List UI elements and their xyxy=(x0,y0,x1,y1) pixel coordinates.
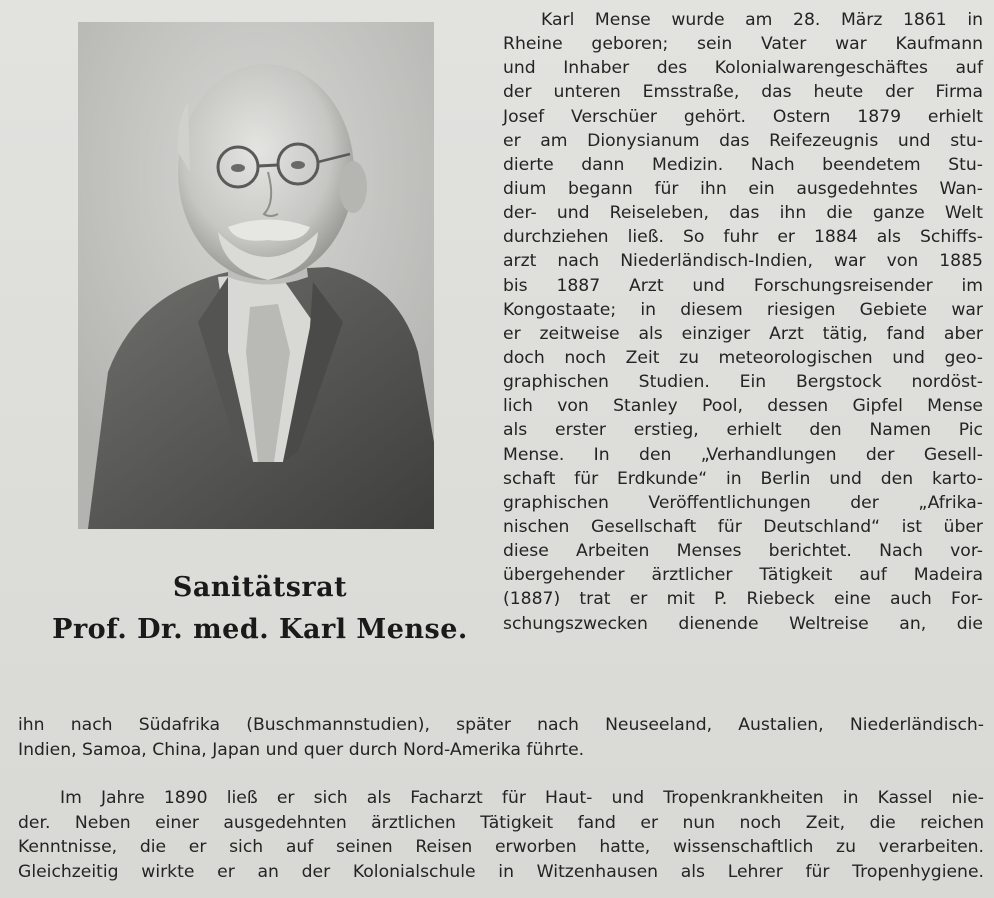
text-line: Im Jahre 1890 ließ er sich als Facharzt für Haut- und Tropenkrankheiten in Kassel nie- xyxy=(60,788,984,808)
text-line: Josef Verschüer gehört. Ostern 1879 erhielt xyxy=(503,106,983,127)
text-line: er am Dionysianum das Reifezeugnis und stu- xyxy=(503,130,983,151)
text-line: graphischen Studien. Ein Bergstock nordöst- xyxy=(503,372,983,393)
caption-name: Prof. Dr. med. Karl Mense. xyxy=(52,614,468,645)
text-line: der. Neben einer ausgedehnten ärztlichen Tätigkeit fand er nun noch Zeit, die reichen xyxy=(18,812,984,833)
text-line: arzt nach Niederländisch-Indien, war von 1885 xyxy=(503,251,983,272)
text-line: Gleichzeitig wirkte er an der Kolonialschule in Witzenhausen als Lehrer für Tropenhygiene. xyxy=(18,861,984,882)
portrait-photo xyxy=(78,22,434,529)
text-line: der unteren Emsstraße, das heute der Firma xyxy=(503,82,983,103)
text-line: doch noch Zeit zu meteorologischen und geo- xyxy=(503,347,983,368)
text-line: diese Arbeiten Menses berichtet. Nach vor- xyxy=(503,541,983,562)
text-line: als erster erstieg, erhielt den Namen Pic xyxy=(503,420,983,441)
portrait-caption xyxy=(40,568,480,652)
text-line: und Inhaber des Kolonialwarengeschäftes auf xyxy=(503,58,983,79)
text-line: lich von Stanley Pool, dessen Gipfel Mense xyxy=(503,396,983,417)
text-line: übergehender ärztlicher Tätigkeit auf Madeira xyxy=(503,565,983,586)
text-line: Karl Mense wurde am 28. März 1861 in xyxy=(541,10,983,30)
text-line: Kongostaate; in diesem riesigen Gebiete war xyxy=(503,299,983,320)
text-line: nischen Gesellschaft für Deutschland“ ist über xyxy=(503,516,983,537)
text-line: schaft für Erdkunde“ in Berlin und den karto- xyxy=(503,468,983,489)
text-line: Mense. In den „Verhandlungen der Gesell- xyxy=(503,444,983,465)
text-line: dium begann für ihn ein ausgedehntes Wan- xyxy=(503,178,983,199)
text-line: der- und Reiseleben, das ihn die ganze Welt xyxy=(503,203,983,224)
text-line: er zeitweise als einziger Arzt tätig, fand aber xyxy=(503,323,983,344)
paragraph-continuation xyxy=(18,713,984,762)
portrait-illustration xyxy=(78,22,434,529)
text-line: graphischen Veröffentlichungen der „Afrika- xyxy=(503,492,983,513)
text-line: ihn nach Südafrika (Buschmannstudien), später nach Neuseeland, Austalien, Niederländisch- xyxy=(18,715,984,735)
caption-title: Sanitätsrat xyxy=(172,572,348,603)
text-line: Rheine geboren; sein Vater war Kaufmann xyxy=(503,34,983,55)
text-line: schungszwecken dienende Weltreise an, die xyxy=(503,613,983,634)
text-line: Kenntnisse, die er sich auf seinen Reisen erworben hatte, wissenschaftlich zu verarbeiten. xyxy=(18,837,984,858)
text-line: dierte dann Medizin. Nach beendetem Stu- xyxy=(503,154,983,175)
text-line: durchziehen ließ. So fuhr er 1884 als Schiffs- xyxy=(503,227,983,248)
text-column xyxy=(503,8,983,636)
text-line: Indien, Samoa, China, Japan und quer durch Nord-Amerika führte. xyxy=(18,739,585,760)
text-line: bis 1887 Arzt und Forschungsreisender im xyxy=(503,275,983,296)
text-line: (1887) trat er mit P. Riebeck eine auch For- xyxy=(503,589,983,610)
paragraph-second xyxy=(18,786,984,884)
